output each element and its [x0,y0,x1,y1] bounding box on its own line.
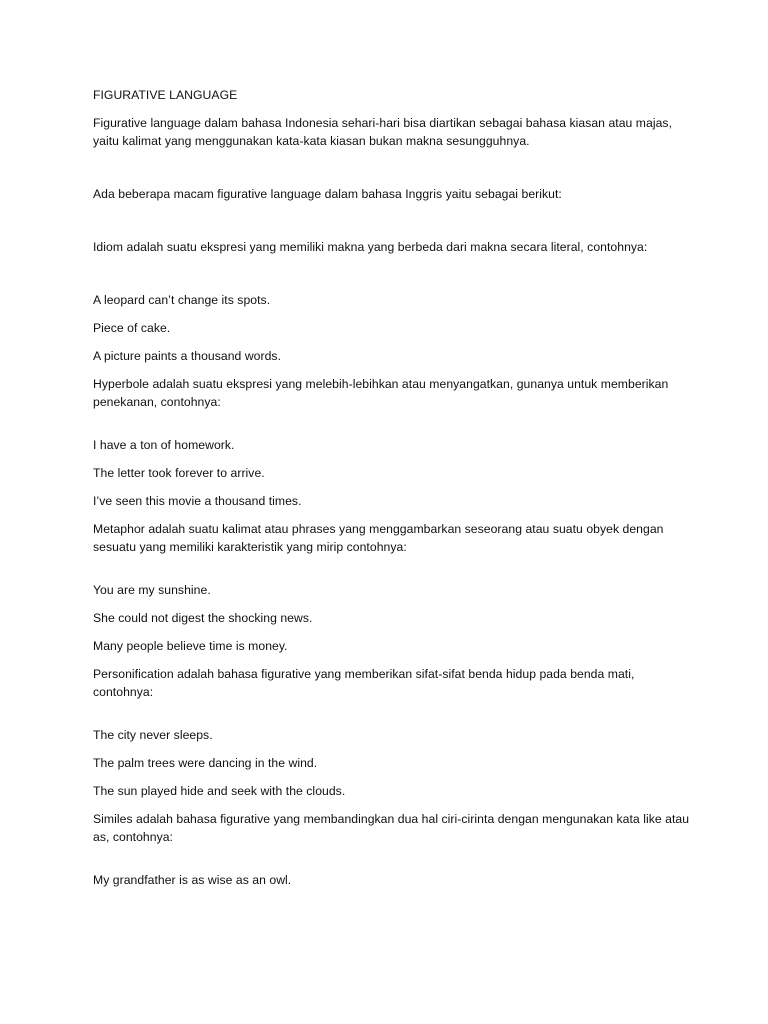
simile-example: My grandfather is as wise as an owl. [93,873,292,887]
idiom-example: Piece of cake. [93,321,171,335]
metaphor-example: Many people believe time is money. [93,639,288,653]
hyperbole-definition: Hyperbole adalah suatu ekspresi yang melebih-lebihkan atau menyangatkan, gunanya untuk memberikan penekanan, contohnya: [93,377,669,409]
document-title: FIGURATIVE LANGUAGE [93,88,238,102]
simile-definition: Similes adalah bahasa figurative yang membandingkan dua hal ciri-cirinta dengan mengunakan kata like atau as, contohnya: [93,812,690,844]
personification-example: The palm trees were dancing in the wind. [93,756,318,770]
hyperbole-example: The letter took forever to arrive. [93,466,265,480]
document-body [93,86,693,889]
idiom-example: A picture paints a thousand words. [93,349,282,363]
idiom-definition: Idiom adalah suatu ekspresi yang memiliki makna yang berbeda dari makna secara literal, contohnya: [93,240,648,254]
personification-definition: Personification adalah bahasa figurative yang memberikan sifat-sifat benda hidup pada benda mati, contohnya: [93,667,635,699]
metaphor-definition: Metaphor adalah suatu kalimat atau phrases yang menggambarkan seseorang atau suatu obyek dengan sesuatu yang memiliki karakteristik yang mirip contohnya: [93,522,664,554]
types-intro-paragraph: Ada beberapa macam figurative language dalam bahasa Inggris yaitu sebagai berikut: [93,187,562,201]
idiom-example: A leopard can’t change its spots. [93,293,271,307]
personification-example: The city never sleeps. [93,728,213,742]
hyperbole-example: I’ve seen this movie a thousand times. [93,494,302,508]
intro-paragraph: Figurative language dalam bahasa Indonesia sehari-hari bisa diartikan sebagai bahasa kiasan atau majas, yaitu kalimat yang menggunakan kata-kata kiasan bukan makna sesungguhnya. [93,116,673,148]
hyperbole-example: I have a ton of homework. [93,438,235,452]
metaphor-example: She could not digest the shocking news. [93,611,313,625]
personification-example: The sun played hide and seek with the clouds. [93,784,346,798]
metaphor-example: You are my sunshine. [93,583,211,597]
